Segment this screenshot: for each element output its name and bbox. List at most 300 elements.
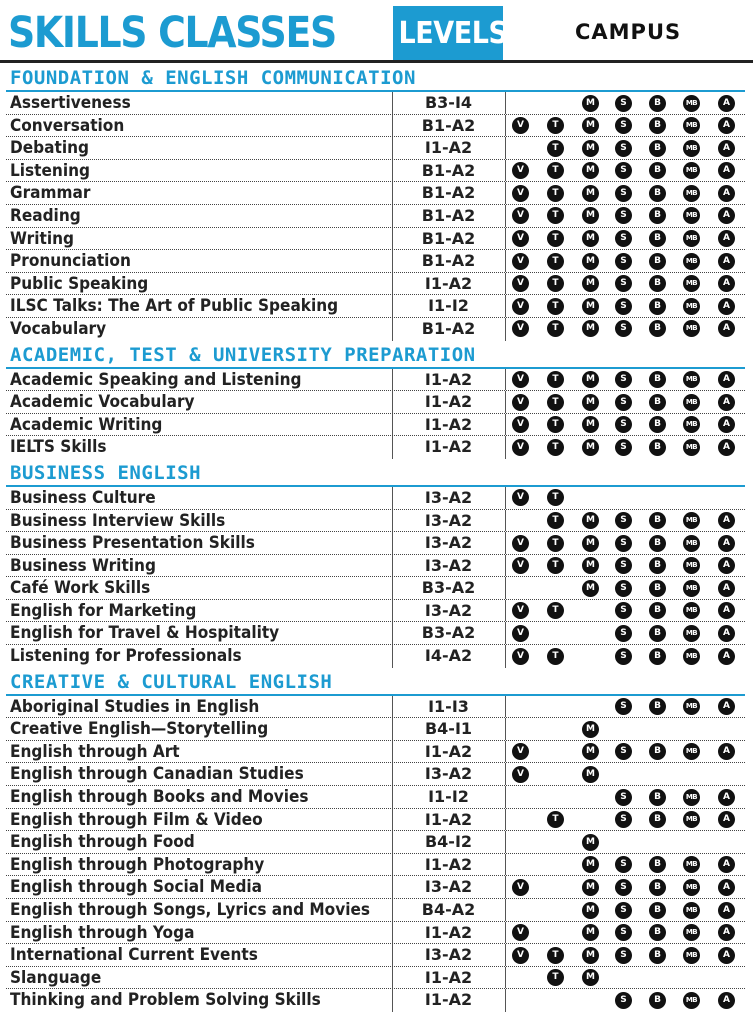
campus-badge-b: B bbox=[649, 95, 666, 112]
campus-badge-a: A bbox=[718, 95, 735, 112]
campus-availability bbox=[505, 944, 745, 966]
campus-badge-mb: MB bbox=[683, 535, 700, 552]
campus-badge-m: M bbox=[582, 902, 599, 919]
class-level: I3-A2 bbox=[424, 945, 473, 965]
campus-badge-b: B bbox=[649, 743, 666, 760]
campus-badge-a: A bbox=[718, 811, 735, 828]
section-header bbox=[6, 459, 745, 487]
table-row bbox=[6, 205, 745, 228]
table-row bbox=[6, 645, 745, 668]
campus-badge-s: S bbox=[615, 95, 632, 112]
campus-badge-t: T bbox=[547, 230, 564, 247]
table-row bbox=[6, 831, 745, 854]
campus-badge-a: A bbox=[718, 902, 735, 919]
campus-badge-a: A bbox=[718, 856, 735, 873]
table-row bbox=[6, 391, 745, 414]
campus-badge-t: T bbox=[547, 535, 564, 552]
table-row bbox=[6, 487, 745, 510]
table-row bbox=[6, 532, 745, 555]
campus-badge-s: S bbox=[615, 117, 632, 134]
campus-availability bbox=[505, 205, 745, 227]
campus-availability bbox=[505, 786, 745, 808]
table-row bbox=[6, 922, 745, 945]
section-title: CREATIVE & CULTURAL ENGLISH bbox=[10, 670, 333, 693]
campus-badge-mb: MB bbox=[683, 580, 700, 597]
campus-badge-mb: MB bbox=[683, 648, 700, 665]
campus-badge-v: V bbox=[512, 394, 529, 411]
campus-badge-b: B bbox=[649, 992, 666, 1009]
section-header bbox=[6, 341, 745, 369]
campus-availability bbox=[505, 137, 745, 159]
campus-badge-mb: MB bbox=[683, 512, 700, 529]
campus-badge-v: V bbox=[512, 416, 529, 433]
campus-badge-t: T bbox=[547, 947, 564, 964]
campus-badge-b: B bbox=[649, 902, 666, 919]
campus-badge-v: V bbox=[512, 924, 529, 941]
campus-badge-t: T bbox=[547, 811, 564, 828]
campus-badge-a: A bbox=[718, 924, 735, 941]
campus-badge-s: S bbox=[615, 439, 632, 456]
table-row bbox=[6, 600, 745, 623]
campus-badge-a: A bbox=[718, 371, 735, 388]
campus-badge-s: S bbox=[615, 230, 632, 247]
class-name: Creative English—Storytelling bbox=[10, 719, 269, 739]
campus-badge-mb: MB bbox=[683, 947, 700, 964]
campus-badge-s: S bbox=[615, 924, 632, 941]
campus-badge-mb: MB bbox=[683, 902, 700, 919]
campus-availability bbox=[505, 922, 745, 944]
campus-badge-s: S bbox=[615, 557, 632, 574]
campus-badge-t: T bbox=[547, 207, 564, 224]
campus-badge-m: M bbox=[582, 879, 599, 896]
class-level: B1-A2 bbox=[421, 228, 476, 248]
table-row bbox=[6, 137, 745, 160]
campus-badge-v: V bbox=[512, 371, 529, 388]
campus-badge-m: M bbox=[582, 140, 599, 157]
campus-badge-t: T bbox=[547, 117, 564, 134]
campus-badge-v: V bbox=[512, 489, 529, 506]
campus-badge-m: M bbox=[582, 371, 599, 388]
campus-badge-m: M bbox=[582, 721, 599, 738]
class-name: Writing bbox=[10, 228, 74, 248]
campus-badge-s: S bbox=[615, 698, 632, 715]
section-title: BUSINESS ENGLISH bbox=[10, 461, 202, 484]
campus-availability bbox=[505, 809, 745, 831]
campus-badge-a: A bbox=[718, 992, 735, 1009]
campus-availability bbox=[505, 555, 745, 577]
campus-availability bbox=[505, 250, 745, 272]
campus-badge-m: M bbox=[582, 185, 599, 202]
campus-badge-t: T bbox=[547, 512, 564, 529]
campus-badge-mb: MB bbox=[683, 320, 700, 337]
table-row bbox=[6, 876, 745, 899]
class-level: B1-A2 bbox=[421, 115, 476, 135]
class-level: I1-A2 bbox=[424, 990, 473, 1010]
campus-badge-a: A bbox=[718, 394, 735, 411]
class-name: Pronunciation bbox=[10, 251, 131, 271]
header-divider bbox=[0, 60, 753, 63]
campus-availability bbox=[505, 228, 745, 250]
campus-badge-a: A bbox=[718, 275, 735, 292]
campus-badge-v: V bbox=[512, 743, 529, 760]
campus-badge-a: A bbox=[718, 789, 735, 806]
class-level: I1-A2 bbox=[424, 392, 473, 412]
class-name: Reading bbox=[10, 205, 81, 225]
table-row bbox=[6, 510, 745, 533]
campus-availability bbox=[505, 831, 745, 853]
campus-badge-t: T bbox=[547, 602, 564, 619]
levels-header-label: LEVELS bbox=[398, 16, 508, 51]
campus-availability bbox=[505, 414, 745, 436]
campus-availability bbox=[505, 696, 745, 718]
class-level: B4-A2 bbox=[421, 900, 476, 919]
campus-badge-s: S bbox=[615, 185, 632, 202]
class-name: Business Interview Skills bbox=[10, 510, 226, 530]
campus-badge-b: B bbox=[649, 602, 666, 619]
campus-badge-t: T bbox=[547, 439, 564, 456]
class-level: I1-A2 bbox=[424, 138, 473, 158]
campus-badge-m: M bbox=[582, 834, 599, 851]
table-row bbox=[6, 369, 745, 392]
campus-badge-b: B bbox=[649, 253, 666, 270]
campus-badge-m: M bbox=[582, 766, 599, 783]
class-name: English for Marketing bbox=[10, 600, 197, 620]
campus-availability bbox=[505, 487, 745, 509]
campus-badge-s: S bbox=[615, 879, 632, 896]
class-name: ILSC Talks: The Art of Public Speaking bbox=[10, 296, 339, 316]
class-level: B1-A2 bbox=[421, 183, 476, 203]
campus-badge-a: A bbox=[718, 947, 735, 964]
campus-badge-s: S bbox=[615, 162, 632, 179]
section-rows bbox=[6, 696, 745, 1012]
campus-badge-s: S bbox=[615, 207, 632, 224]
campus-badge-mb: MB bbox=[683, 602, 700, 619]
campus-availability bbox=[505, 854, 745, 876]
table-row bbox=[6, 115, 745, 138]
class-level: B4-I1 bbox=[424, 719, 473, 739]
campus-badge-b: B bbox=[649, 947, 666, 964]
campus-badge-mb: MB bbox=[683, 811, 700, 828]
campus-badge-b: B bbox=[649, 698, 666, 715]
table-row bbox=[6, 182, 745, 205]
campus-badge-a: A bbox=[718, 743, 735, 760]
campus-badge-b: B bbox=[649, 275, 666, 292]
campus-availability bbox=[505, 273, 745, 295]
class-level: I3-A2 bbox=[424, 533, 473, 553]
class-level: B1-A2 bbox=[421, 160, 476, 180]
section-header bbox=[6, 668, 745, 696]
class-name: English through Yoga bbox=[10, 922, 195, 942]
campus-badge-a: A bbox=[718, 580, 735, 597]
campus-badge-a: A bbox=[718, 648, 735, 665]
campus-availability bbox=[505, 718, 745, 740]
table-row bbox=[6, 295, 745, 318]
campus-badge-m: M bbox=[582, 439, 599, 456]
campus-badge-m: M bbox=[582, 394, 599, 411]
campus-availability bbox=[505, 532, 745, 554]
class-level: I1-I2 bbox=[428, 787, 469, 807]
campus-badge-s: S bbox=[615, 811, 632, 828]
campus-badge-s: S bbox=[615, 856, 632, 873]
campus-badge-b: B bbox=[649, 789, 666, 806]
campus-availability bbox=[505, 391, 745, 413]
class-level: I1-A2 bbox=[424, 741, 473, 761]
class-name: Business Culture bbox=[10, 487, 156, 507]
campus-badge-t: T bbox=[547, 253, 564, 270]
campus-badge-mb: MB bbox=[683, 207, 700, 224]
campus-badge-b: B bbox=[649, 207, 666, 224]
campus-badge-b: B bbox=[649, 320, 666, 337]
section-rows bbox=[6, 92, 745, 341]
campus-badge-t: T bbox=[547, 162, 564, 179]
table-row bbox=[6, 763, 745, 786]
campus-availability bbox=[505, 876, 745, 898]
class-name: Slanguage bbox=[10, 967, 102, 987]
class-level: B3-A2 bbox=[421, 623, 476, 643]
campus-badge-b: B bbox=[649, 811, 666, 828]
campus-badge-s: S bbox=[615, 992, 632, 1009]
class-name: Conversation bbox=[10, 115, 125, 135]
campus-badge-v: V bbox=[512, 185, 529, 202]
campus-availability bbox=[505, 622, 745, 644]
campus-badge-b: B bbox=[649, 557, 666, 574]
campus-badge-s: S bbox=[615, 535, 632, 552]
page-title: SKILLS CLASSES bbox=[8, 8, 336, 58]
table-row bbox=[6, 228, 745, 251]
table-row bbox=[6, 160, 745, 183]
campus-badge-a: A bbox=[718, 162, 735, 179]
class-name: English through Canadian Studies bbox=[10, 764, 304, 784]
class-name: Business Presentation Skills bbox=[10, 533, 255, 553]
class-name: International Current Events bbox=[10, 945, 258, 965]
class-name: Public Speaking bbox=[10, 273, 149, 293]
campus-badge-b: B bbox=[649, 185, 666, 202]
section-rows bbox=[6, 369, 745, 459]
campus-badge-a: A bbox=[718, 602, 735, 619]
campus-badge-m: M bbox=[582, 743, 599, 760]
campus-availability bbox=[505, 645, 745, 667]
campus-badge-s: S bbox=[615, 602, 632, 619]
campus-availability bbox=[505, 899, 745, 921]
campus-badge-s: S bbox=[615, 789, 632, 806]
campus-badge-b: B bbox=[649, 879, 666, 896]
campus-badge-b: B bbox=[649, 580, 666, 597]
table-row bbox=[6, 741, 745, 764]
campus-badge-s: S bbox=[615, 580, 632, 597]
campus-badge-a: A bbox=[718, 185, 735, 202]
campus-badge-b: B bbox=[649, 140, 666, 157]
campus-badge-b: B bbox=[649, 298, 666, 315]
campus-badge-s: S bbox=[615, 140, 632, 157]
campus-badge-t: T bbox=[547, 140, 564, 157]
campus-header-label: CAMPUS bbox=[575, 20, 682, 44]
campus-badge-s: S bbox=[615, 648, 632, 665]
class-name: English through Songs, Lyrics and Movies bbox=[10, 900, 371, 919]
class-level: I1-A2 bbox=[424, 967, 473, 987]
campus-badge-s: S bbox=[615, 947, 632, 964]
table-row bbox=[6, 696, 745, 719]
campus-availability bbox=[505, 318, 745, 340]
table-row bbox=[6, 967, 745, 990]
campus-badge-v: V bbox=[512, 162, 529, 179]
campus-badge-t: T bbox=[547, 320, 564, 337]
campus-badge-a: A bbox=[718, 298, 735, 315]
campus-badge-m: M bbox=[582, 856, 599, 873]
campus-badge-m: M bbox=[582, 230, 599, 247]
campus-badge-mb: MB bbox=[683, 275, 700, 292]
class-name: Listening bbox=[10, 160, 91, 180]
campus-badge-t: T bbox=[547, 275, 564, 292]
campus-availability bbox=[505, 92, 745, 114]
campus-availability bbox=[505, 741, 745, 763]
campus-badge-s: S bbox=[615, 394, 632, 411]
campus-badge-s: S bbox=[615, 512, 632, 529]
class-level: I3-A2 bbox=[424, 487, 473, 507]
campus-badge-m: M bbox=[582, 253, 599, 270]
levels-header-box bbox=[393, 6, 508, 60]
campus-badge-s: S bbox=[615, 625, 632, 642]
table-row bbox=[6, 718, 745, 741]
campus-badge-s: S bbox=[615, 298, 632, 315]
campus-badge-mb: MB bbox=[683, 95, 700, 112]
classes-table bbox=[6, 64, 745, 1012]
campus-badge-b: B bbox=[649, 394, 666, 411]
campus-badge-s: S bbox=[615, 320, 632, 337]
campus-badge-v: V bbox=[512, 439, 529, 456]
campus-badge-v: V bbox=[512, 557, 529, 574]
campus-badge-mb: MB bbox=[683, 879, 700, 896]
campus-badge-a: A bbox=[718, 879, 735, 896]
class-name: English through Photography bbox=[10, 854, 265, 874]
class-name: Business Writing bbox=[10, 555, 156, 575]
campus-badge-b: B bbox=[649, 648, 666, 665]
class-name: English through Food bbox=[10, 832, 195, 852]
class-level: I1-A2 bbox=[424, 369, 473, 389]
campus-badge-v: V bbox=[512, 117, 529, 134]
campus-badge-v: V bbox=[512, 207, 529, 224]
campus-badge-v: V bbox=[512, 602, 529, 619]
campus-availability bbox=[505, 369, 745, 391]
campus-badge-b: B bbox=[649, 856, 666, 873]
campus-availability bbox=[505, 600, 745, 622]
campus-badge-b: B bbox=[649, 416, 666, 433]
campus-badge-v: V bbox=[512, 625, 529, 642]
section-title: FOUNDATION & ENGLISH COMMUNICATION bbox=[10, 67, 416, 89]
class-name: English through Film & Video bbox=[10, 809, 263, 829]
campus-badge-t: T bbox=[547, 969, 564, 986]
campus-availability bbox=[505, 295, 745, 317]
table-row bbox=[6, 436, 745, 459]
campus-availability bbox=[505, 436, 745, 458]
campus-availability bbox=[505, 115, 745, 137]
campus-badge-b: B bbox=[649, 162, 666, 179]
class-name: IELTS Skills bbox=[10, 437, 107, 457]
campus-badge-t: T bbox=[547, 298, 564, 315]
table-row bbox=[6, 786, 745, 809]
campus-badge-a: A bbox=[718, 253, 735, 270]
campus-badge-mb: MB bbox=[683, 439, 700, 456]
campus-badge-m: M bbox=[582, 947, 599, 964]
campus-badge-m: M bbox=[582, 117, 599, 134]
campus-badge-s: S bbox=[615, 253, 632, 270]
class-level: I4-A2 bbox=[424, 646, 473, 666]
table-row bbox=[6, 273, 745, 296]
campus-badge-a: A bbox=[718, 439, 735, 456]
campus-badge-a: A bbox=[718, 140, 735, 157]
table-row bbox=[6, 809, 745, 832]
campus-badge-a: A bbox=[718, 117, 735, 134]
campus-badge-a: A bbox=[718, 698, 735, 715]
campus-availability bbox=[505, 510, 745, 532]
campus-badge-b: B bbox=[649, 625, 666, 642]
campus-badge-mb: MB bbox=[683, 924, 700, 941]
campus-badge-v: V bbox=[512, 320, 529, 337]
campus-badge-v: V bbox=[512, 648, 529, 665]
class-level: I3-A2 bbox=[424, 764, 473, 784]
campus-availability bbox=[505, 182, 745, 204]
campus-badge-b: B bbox=[649, 535, 666, 552]
campus-badge-m: M bbox=[582, 95, 599, 112]
campus-badge-a: A bbox=[718, 230, 735, 247]
table-row bbox=[6, 577, 745, 600]
class-level: B1-A2 bbox=[421, 251, 476, 271]
section-header bbox=[6, 64, 745, 92]
class-name: Aboriginal Studies in English bbox=[10, 696, 260, 716]
campus-badge-mb: MB bbox=[683, 557, 700, 574]
campus-badge-s: S bbox=[615, 743, 632, 760]
section-title: ACADEMIC, TEST & UNIVERSITY PREPARATION bbox=[10, 343, 476, 366]
class-name: Vocabulary bbox=[10, 318, 107, 338]
class-level: B4-I2 bbox=[424, 832, 473, 852]
class-level: I3-A2 bbox=[424, 555, 473, 575]
campus-badge-mb: MB bbox=[683, 394, 700, 411]
campus-badge-b: B bbox=[649, 512, 666, 529]
campus-badge-s: S bbox=[615, 371, 632, 388]
campus-badge-b: B bbox=[649, 924, 666, 941]
campus-badge-t: T bbox=[547, 489, 564, 506]
table-row bbox=[6, 92, 745, 115]
page-header bbox=[0, 0, 753, 64]
class-name: Listening for Professionals bbox=[10, 646, 242, 666]
class-name: Grammar bbox=[10, 183, 91, 203]
campus-badge-m: M bbox=[582, 320, 599, 337]
campus-badge-a: A bbox=[718, 625, 735, 642]
campus-badge-m: M bbox=[582, 416, 599, 433]
campus-badge-a: A bbox=[718, 535, 735, 552]
campus-badge-m: M bbox=[582, 969, 599, 986]
campus-badge-mb: MB bbox=[683, 117, 700, 134]
campus-badge-mb: MB bbox=[683, 162, 700, 179]
table-row bbox=[6, 622, 745, 645]
class-level: I1-A2 bbox=[424, 414, 473, 434]
class-level: I3-A2 bbox=[424, 510, 473, 530]
class-level: I1-A2 bbox=[424, 437, 473, 457]
table-row bbox=[6, 989, 745, 1012]
campus-badge-mb: MB bbox=[683, 230, 700, 247]
campus-badge-mb: MB bbox=[683, 698, 700, 715]
section-rows bbox=[6, 487, 745, 668]
campus-badge-mb: MB bbox=[683, 253, 700, 270]
class-level: B3-A2 bbox=[421, 578, 476, 598]
campus-badge-mb: MB bbox=[683, 416, 700, 433]
class-name: Café Work Skills bbox=[10, 578, 151, 598]
campus-availability bbox=[505, 160, 745, 182]
campus-badge-v: V bbox=[512, 879, 529, 896]
campus-badge-t: T bbox=[547, 371, 564, 388]
class-name: Assertiveness bbox=[10, 93, 131, 112]
table-row bbox=[6, 555, 745, 578]
class-name: Academic Writing bbox=[10, 414, 163, 434]
